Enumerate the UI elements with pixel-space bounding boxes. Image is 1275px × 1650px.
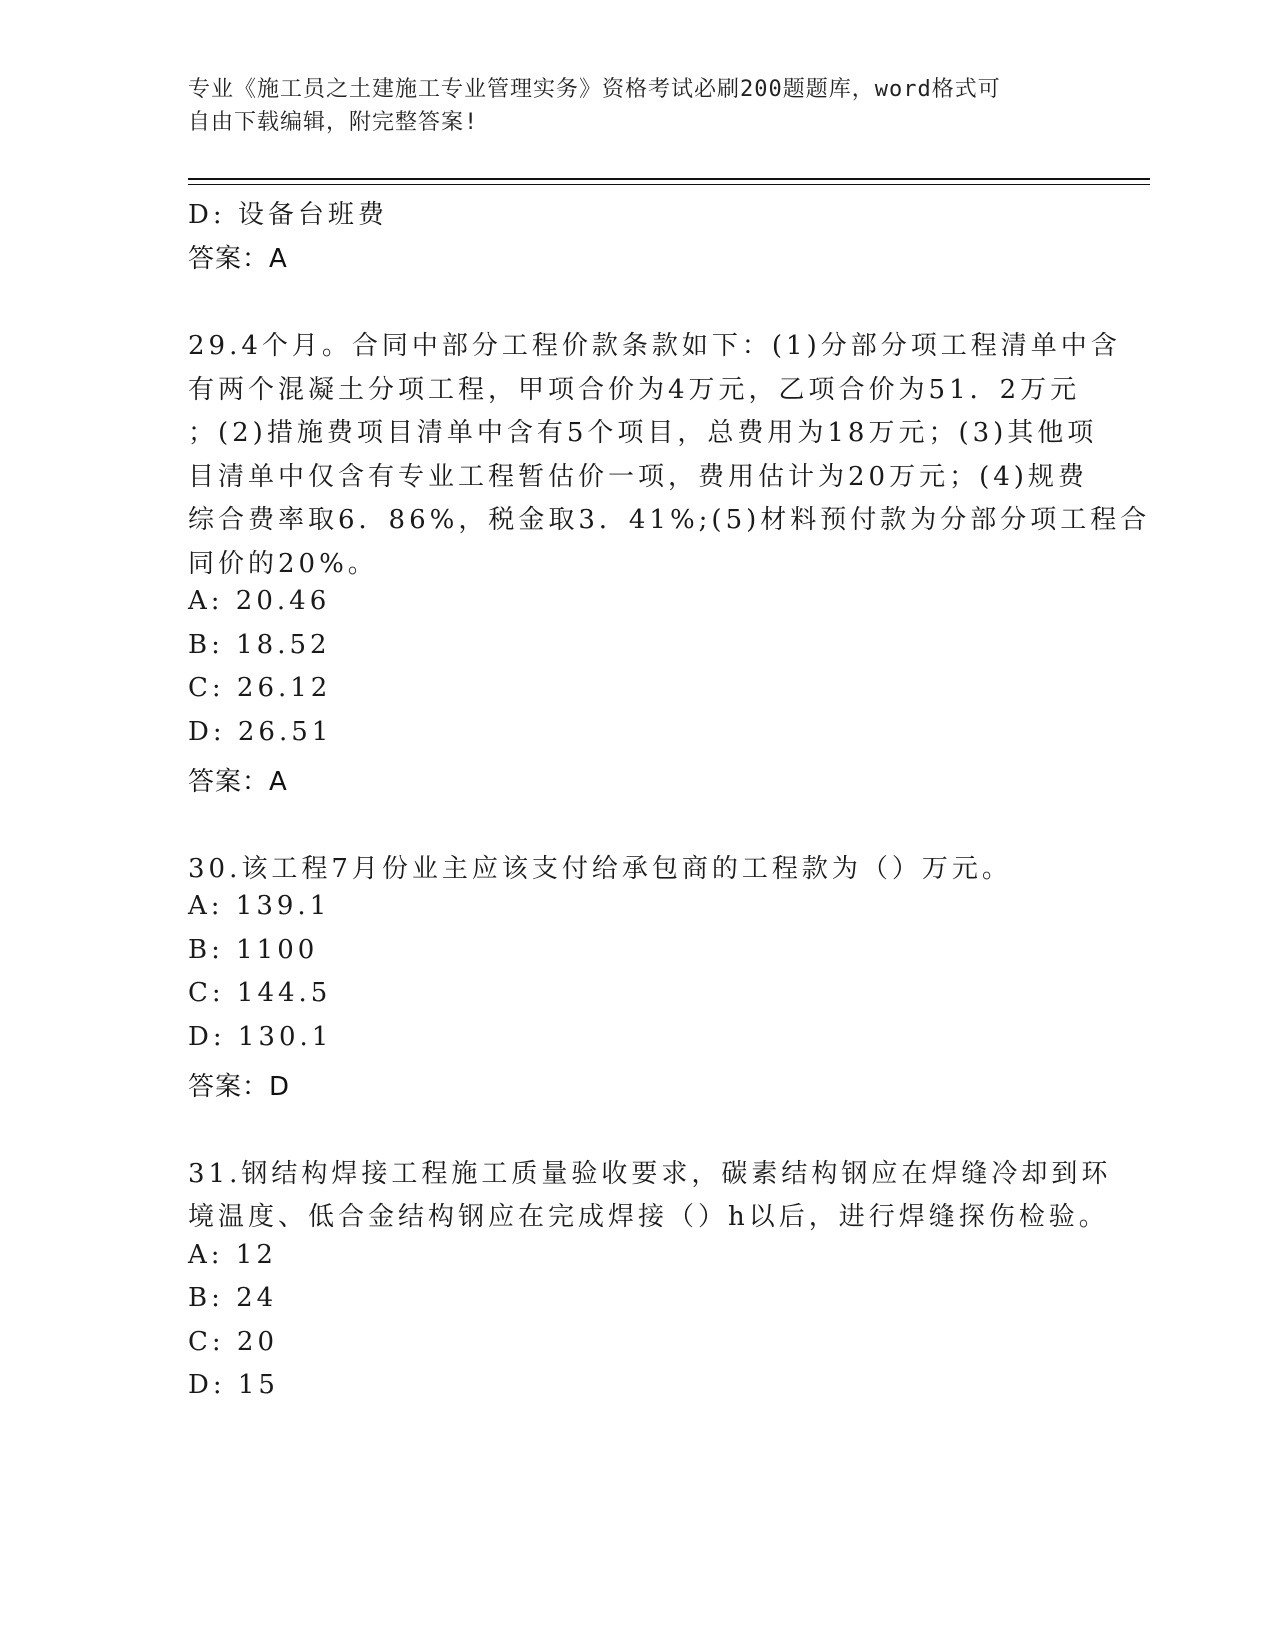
answer-label: 答案：D [188, 1072, 291, 1102]
question-text-line: 31.钢结构焊接工程施工质量验收要求，碳素结构钢应在焊缝冷却到环 [188, 1159, 1112, 1189]
option-d: D: 设备台班费 [188, 200, 388, 230]
question-text-line: 目清单中仅含有专业工程暂估价一项，费用估计为20万元；(4)规费 [188, 462, 1088, 492]
page-header [188, 73, 1088, 139]
option-a: A: 139.1 [188, 891, 331, 921]
option-d: D: 26.51 [188, 717, 333, 747]
option-c: C: 144.5 [188, 978, 332, 1008]
header-line: 自由下载编辑，附完整答案! [188, 110, 479, 135]
header-line: 专业《施工员之土建施工专业管理实务》资格考试必刷200题题库，word格式可 [188, 77, 1001, 102]
answer-label: 答案：A [188, 244, 288, 274]
option-b: B: 18.52 [188, 630, 331, 660]
question-text-line: 综合费率取6．86%，税金取3．41%;(5)材料预付款为分部分项工程合 [188, 505, 1151, 535]
question-text-line: 29.4个月。合同中部分工程价款条款如下：(1)分部分项工程清单中含 [188, 331, 1121, 361]
question-text-line: 有两个混凝土分项工程，甲项合价为4万元，乙项合价为51．2万元 [188, 375, 1081, 405]
option-c: C: 26.12 [188, 673, 332, 703]
header-divider-thin [188, 184, 1150, 185]
question-text-line: 同价的20%。 [188, 549, 378, 579]
option-b: B: 1100 [188, 935, 319, 965]
option-b: B: 24 [188, 1283, 278, 1313]
option-d: D: 130.1 [188, 1022, 333, 1052]
question-text-line: ；(2)措施费项目清单中含有5个项目，总费用为18万元；(3)其他项 [188, 418, 1098, 448]
option-a: A: 12 [188, 1240, 277, 1270]
answer-label: 答案：A [188, 767, 288, 797]
question-text-line: 30.该工程7月份业主应该支付给承包商的工程款为（）万元。 [188, 854, 1012, 884]
option-d: D: 15 [188, 1370, 279, 1400]
question-text-line: 境温度、低合金结构钢应在完成焊接（）h以后，进行焊缝探伤检验。 [188, 1202, 1109, 1232]
option-c: C: 20 [188, 1327, 279, 1357]
header-divider-thick [188, 178, 1150, 180]
option-a: A: 20.46 [188, 586, 331, 616]
